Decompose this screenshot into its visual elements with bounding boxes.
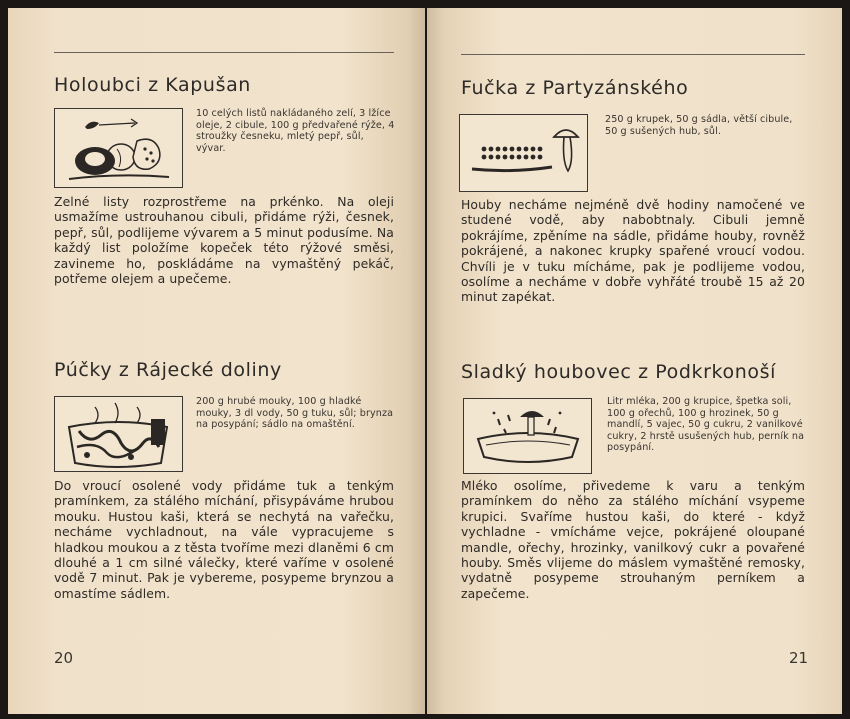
top-rule	[54, 52, 394, 53]
instructions-text: Houby necháme nejméně dvě hodiny namočené ve studené vodě, aby nabobtnaly. Cibuli jemně pokrájíme, zpěníme na sádle, přidáme houby, rovněž pokrájené, a nakonec krupky spařené vroucí vodou. Chvíli je v tuku mícháme, pak je podlijeme vodou, osolíme a necháme v dobře vyhřáté troubě 15 až 20 minut zapékat.	[461, 197, 805, 305]
ingredients-text: 250 g krupek, 50 g sádla, větší cibule, 50 g sušených hub, sůl.	[605, 114, 793, 137]
instructions-text: Do vroucí osolené vody přidáme tuk a tenkým pramínkem, za stálého míchání, přisypáváme hrubou mouku. Hustou kaši, která se nechytá na vařečku, necháme vychladnout, na vále vypracujeme s hladkou moukou a z těsta tvoříme mezi dlaněmi 6 cm dlouhé a 1 cm silné válečky, které vaříme v osolené vodě 7 minut. Pak je vybereme, posypeme brynzou a omastíme sádlem.	[54, 478, 394, 601]
page-number: 21	[789, 649, 809, 667]
ingredients-text: 10 celých listů nakládaného zelí, 3 lžíce oleje, 2 cibule, 100 g předvařené rýže, 4 stroužky česneku, mletý pepř, sůl, vývar.	[196, 108, 395, 154]
right-page	[427, 8, 842, 714]
dove-shape	[85, 122, 99, 129]
cabbage-rolls-drawing	[55, 109, 182, 187]
ingredients-text: 200 g hrubé mouky, 100 g hladké mouky, 3 dl vody, 50 g tuku, sůl; brynza na posypání; sádlo na omaštění.	[196, 396, 394, 430]
sweet-mushroom-cake-illustration	[463, 398, 592, 474]
sweet-mushroom-cake-drawing	[464, 399, 591, 473]
recipe-title: Sladký houbovec z Podkrkonoší	[461, 361, 776, 383]
page-number: 20	[54, 649, 74, 667]
dumplings-pot-illustration	[54, 396, 183, 472]
left-page	[8, 8, 425, 714]
top-rule	[461, 54, 805, 55]
ingredients-text: Litr mléka, 200 g krupice, špetka soli, 100 g ořechů, 100 g hrozinek, 50 g mandlí, 5 vajec, 50 g cukru, 2 vanilkové cukry, 2 hrstě usušených hub, perník na posypání.	[607, 396, 805, 453]
instructions-text: Zelné listy rozprostřeme na prkénko. Na oleji usmažíme ustrouhanou cibuli, přidáme rýži, česnek, pepř, sůl, podlijeme vývarem a 5 minut podusíme. Na každý list položíme kopeček této rýžové směsi, zavineme ho, poskládáme na vymaštěný pekáč, potřeme olejem a upečeme.	[54, 194, 394, 287]
barley-mushroom-illustration	[459, 114, 588, 192]
cabbage-rolls-illustration	[54, 108, 183, 188]
barley-mushroom-drawing	[460, 115, 587, 191]
dumplings-pot-drawing	[55, 397, 182, 471]
recipe-title: Púčky z Rájecké doliny	[54, 359, 282, 381]
book-spread	[8, 8, 842, 714]
recipe-title: Holoubci z Kapušan	[54, 74, 251, 96]
instructions-text: Mléko osolíme, přivedeme k varu a tenkým pramínkem do něho za stálého míchání vsypeme krupici. Svaříme hustou kaši, do které - když vychladne - vmícháme vejce, pokrájené oloupané mandle, ořechy, hrozinky, vanilkový cukr a povařené houby. Směs vlijeme do máslem vymaštěné remosky, vydatně posypeme strouhaným perníkem a zapečeme.	[461, 478, 805, 601]
recipe-title: Fučka z Partyzánského	[461, 77, 689, 99]
